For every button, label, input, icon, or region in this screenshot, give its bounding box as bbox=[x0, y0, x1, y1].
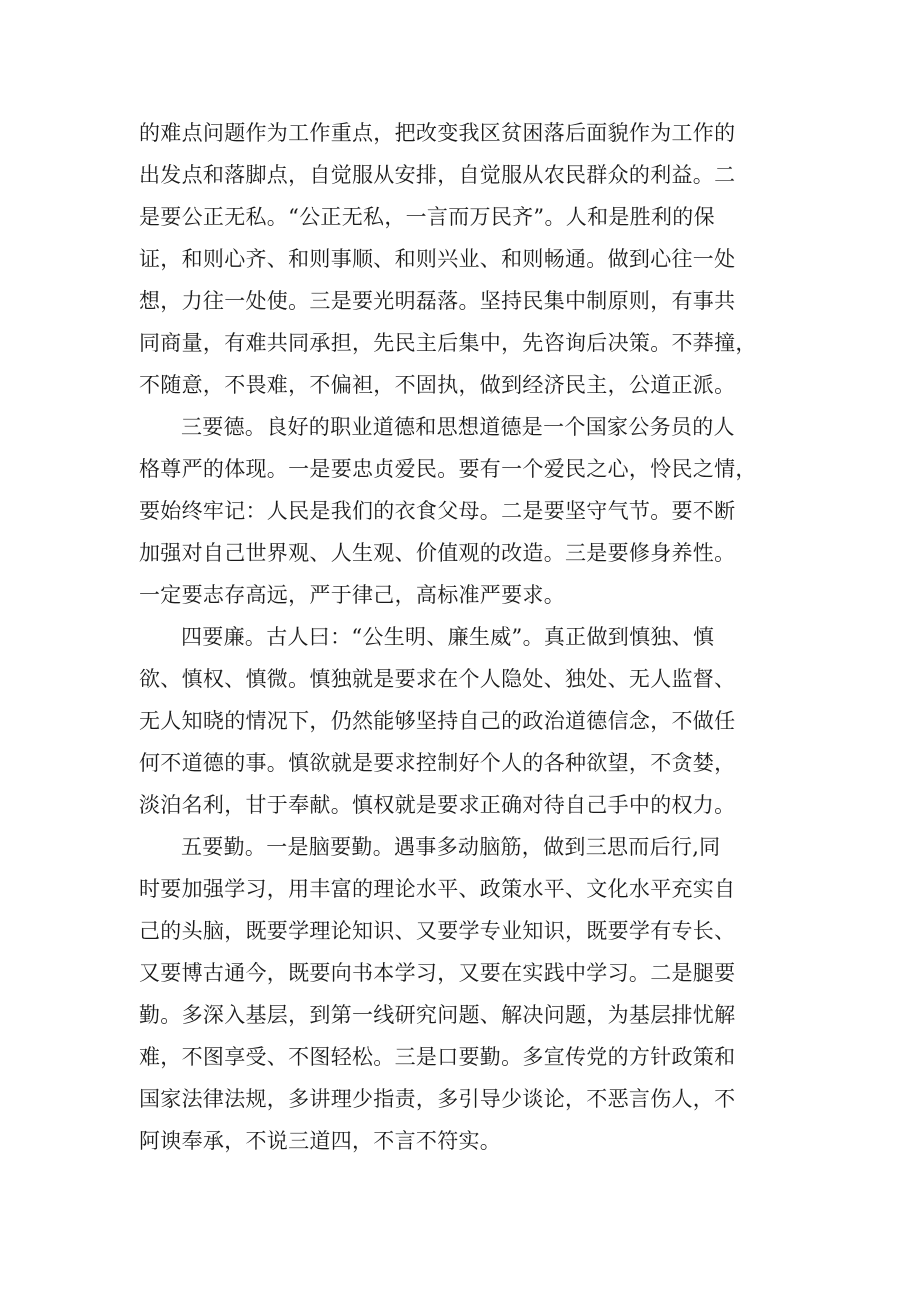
text-line: 不随意，不畏难，不偏袒，不固执，做到经济民主，公道正派。 bbox=[139, 373, 736, 397]
text-line: 是要公正无私。“公正无私，一言而万民齐”。人和是胜利的保 bbox=[139, 205, 715, 229]
text-line: 何不道德的事。慎欲就是要求控制好个人的各种欲望，不贪婪， bbox=[139, 751, 736, 775]
text-line: 三要德。良好的职业道德和思想道德是一个国家公务员的人 bbox=[181, 415, 735, 439]
text-line: 同商量，有难共同承担，先民主后集中，先咨询后决策。不莽撞， bbox=[139, 331, 757, 355]
text-line: 淡泊名利，甘于奉献。慎权就是要求正确对待自己手中的权力。 bbox=[139, 793, 736, 817]
text-line: 国家法律法规，多讲理少指责，多引导少谈论，不恶言伤人，不 bbox=[139, 1087, 736, 1111]
paragraph-4 bbox=[139, 826, 789, 1162]
text-line: 的难点问题作为工作重点，把改变我区贫困落后面貌作为工作的 bbox=[139, 121, 736, 145]
text-line: 己的头脑，既要学理论知识、又要学专业知识，既要学有专长、 bbox=[139, 919, 736, 943]
text-line: 证，和则心齐、和则事顺、和则兴业、和则畅通。做到心往一处 bbox=[139, 247, 736, 271]
text-line: 想，力往一处使。三是要光明磊落。坚持民集中制原则，有事共 bbox=[139, 289, 736, 313]
text-line: 要始终牢记：人民是我们的衣食父母。二是要坚守气节。要不断 bbox=[139, 499, 736, 523]
text-line: 加强对自己世界观、人生观、价值观的改造。三是要修身养性。 bbox=[139, 541, 736, 565]
text-line: 四要廉。古人曰：“公生明、廉生威”。真正做到慎独、慎 bbox=[181, 625, 715, 649]
text-line: 出发点和落脚点，自觉服从安排，自觉服从农民群众的利益。二 bbox=[139, 163, 736, 187]
text-line: 勤。多深入基层，到第一线研究问题、解决问题，为基层排忧解 bbox=[139, 1003, 736, 1027]
text-line: 一定要志存高远，严于律己，高标准严要求。 bbox=[139, 583, 565, 607]
text-line: 阿谀奉承，不说三道四，不言不符实。 bbox=[139, 1129, 502, 1153]
text-line: 无人知晓的情况下，仍然能够坚持自己的政治道德信念，不做任 bbox=[139, 709, 736, 733]
text-line: 又要博古通今，既要向书本学习，又要在实践中学习。二是腿要 bbox=[139, 961, 736, 985]
text-line: 五要勤。一是脑要勤。遇事多动脑筋，做到三思而后行,同 bbox=[181, 835, 721, 859]
text-line: 难，不图享受、不图轻松。三是口要勤。多宣传党的方针政策和 bbox=[139, 1045, 736, 1069]
paragraph-2 bbox=[139, 406, 789, 616]
paragraph-3 bbox=[139, 616, 789, 826]
paragraph-1 bbox=[139, 112, 789, 406]
document-body bbox=[139, 112, 789, 1162]
text-line: 格尊严的体现。一是要忠贞爱民。要有一个爱民之心，怜民之情， bbox=[139, 457, 757, 481]
text-line: 时要加强学习，用丰富的理论水平、政策水平、文化水平充实自 bbox=[139, 877, 736, 901]
text-line: 欲、慎权、慎微。慎独就是要求在个人隐处、独处、无人监督、 bbox=[139, 667, 736, 691]
